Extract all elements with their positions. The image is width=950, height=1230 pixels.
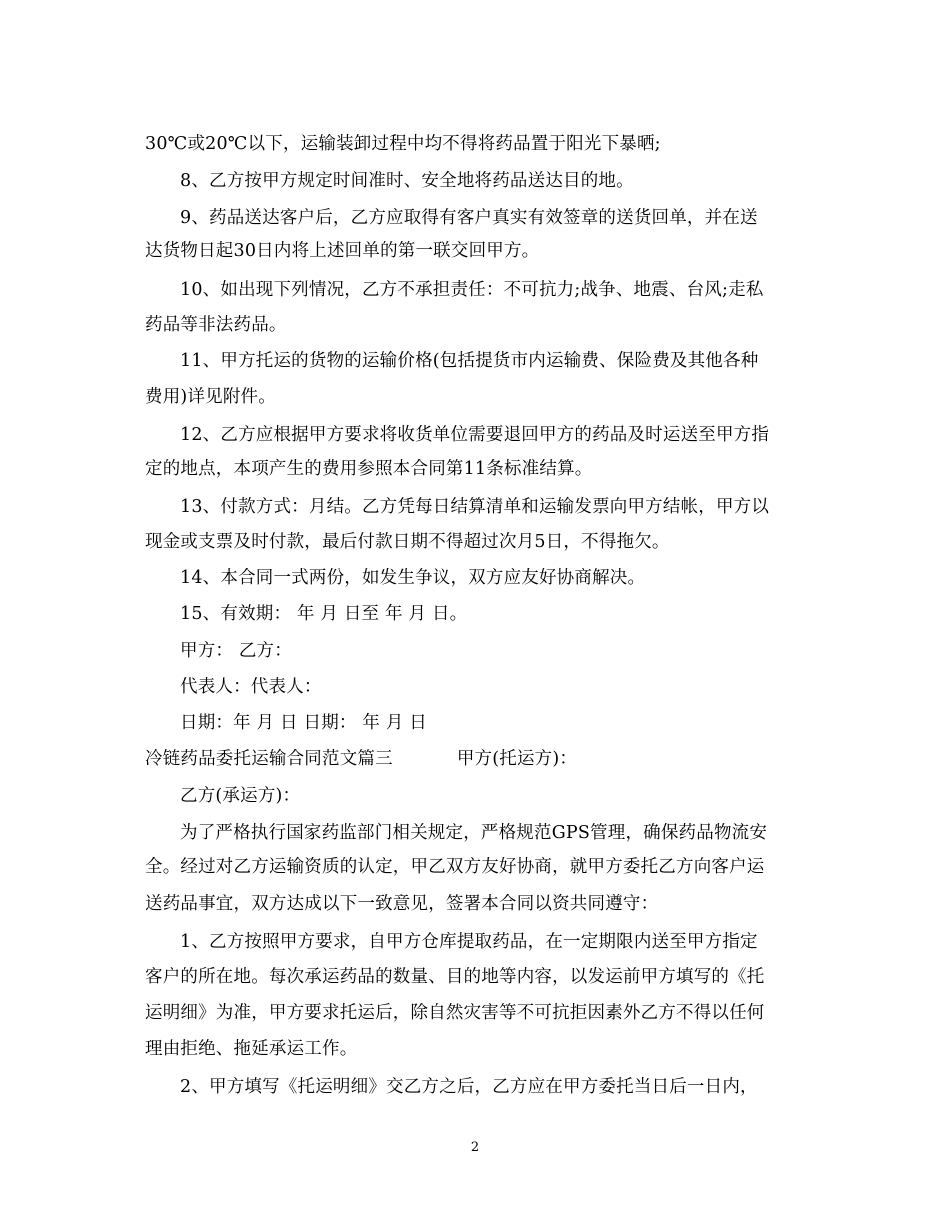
clause-15: 15、有效期： 年 月 日至 年 月 日。 — [180, 604, 468, 624]
signature-representatives: 代表人：代表人： — [180, 677, 322, 697]
text-line: 费用)详见附件。 — [145, 387, 276, 407]
signature-dates: 日期：年 月 日 日期： 年 月 日 — [180, 713, 427, 733]
clause-2: 2、甲方填写《托运明细》交乙方之后，乙方应在甲方委托当日后一日内， — [180, 1077, 758, 1097]
clause-12: 12、乙方应根据甲方要求将收货单位需要退回甲方的药品及时运送至甲方指 — [180, 425, 770, 445]
clause-1: 1、乙方按照甲方要求，自甲方仓库提取药品，在一定期限内送至甲方指定 — [180, 932, 758, 952]
clause-10: 10、如出现下列情况，乙方不承担责任：不可抗力;战争、地震、台风;走私 — [180, 280, 764, 300]
section-heading-line — [145, 748, 577, 770]
party-b-label: 乙方(承运方)： — [180, 786, 301, 806]
text-line: 定的地点，本项产生的费用参照本合同第11条标准结算。 — [145, 459, 593, 479]
clause-11: 11、甲方托运的货物的运输价格(包括提货市内运输费、保险费及其他各种 — [180, 351, 759, 371]
clause-9: 9、药品送达客户后，乙方应取得有客户真实有效签章的送货回单，并在送 — [180, 208, 758, 228]
signature-parties: 甲方： 乙方： — [180, 641, 292, 661]
text-line: 30℃或20℃以下，运输装卸过程中均不得将药品置于阳光下暴晒; — [145, 134, 661, 154]
text-line: 药品等非法药品。 — [145, 315, 287, 335]
text-line: 现金或支票及时付款，最后付款日期不得超过次月5日，不得拖欠。 — [145, 532, 670, 552]
text-line: 送药品事宜，双方达成以下一致意见，签署本合同以资共同遵守： — [145, 894, 659, 914]
clause-13: 13、付款方式：月结。乙方凭每日结算清单和运输发票向甲方结帐，甲方以 — [180, 497, 770, 517]
text-line: 理由拒绝、拖延承运工作。 — [145, 1039, 358, 1059]
clause-14: 14、本合同一式两份，如发生争议，双方应友好协商解决。 — [180, 568, 646, 588]
preamble: 为了严格执行国家药监部门相关规定，严格规范GPS管理，确保药品物流安 — [180, 823, 768, 843]
page-number: 2 — [470, 1140, 480, 1155]
text-line: 运明细》为准，甲方要求托运后，除自然灾害等不可抗拒因素外乙方不得以任何 — [145, 1003, 765, 1023]
party-a-label: 甲方(托运方)： — [456, 749, 578, 769]
text-line: 客户的所在地。每次承运药品的数量、目的地等内容，以发运前甲方填写的《托 — [145, 967, 765, 987]
clause-8: 8、乙方按甲方规定时间准时、安全地将药品送达目的地。 — [180, 171, 634, 191]
section-title: 冷链药品委托运输合同范文篇三 — [145, 749, 393, 769]
text-line: 达货物日起30日内将上述回单的第一联交回甲方。 — [145, 241, 540, 261]
text-line: 全。经过对乙方运输资质的认定，甲乙双方友好协商，就甲方委托乙方向客户运 — [145, 857, 765, 877]
